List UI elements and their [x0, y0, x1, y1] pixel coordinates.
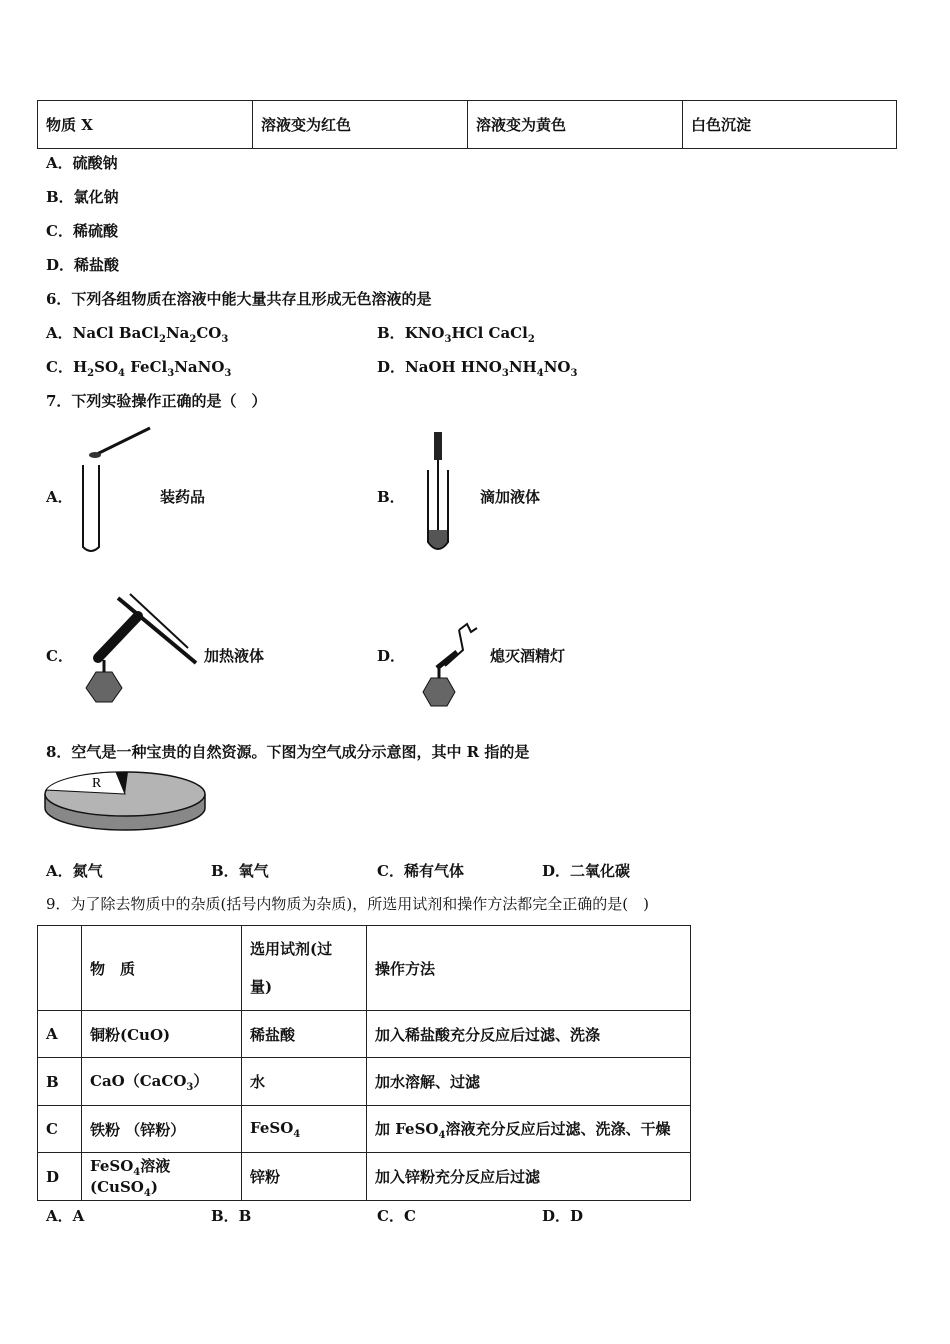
q7-option-c-label[interactable]: C． [46, 647, 73, 665]
q9-stem: 9．为了除去物质中的杂质(括号内物质为杂质)，所选用试剂和操作方法都完全正确的是( ) [46, 895, 649, 913]
q9-row-substance: 铁粉 （锌粉） [82, 1106, 242, 1153]
q9-row-reagent: 稀盐酸 [242, 1011, 367, 1058]
q9-option-b[interactable]: B．B [211, 1207, 252, 1225]
q9-row-substance: 铜粉(CuO) [82, 1011, 242, 1058]
top-table-cell: 溶液变为红色 [253, 101, 468, 149]
q6-option-d[interactable]: D．NaOH $HNO_3NH_4NO_3$ [377, 358, 578, 379]
q7-caption-c: 加热液体 [204, 647, 265, 665]
q9-header-reagent: 选用试剂(过 量) [242, 926, 367, 1011]
q9-row-method: 加入锌粉充分反应后过滤 [367, 1153, 691, 1201]
q5-option-c[interactable]: C．稀硫酸 [46, 222, 118, 240]
heating-liquid-figure [78, 588, 203, 708]
q8-stem: 8．空气是一种宝贵的自然资源。下图为空气成分示意图，其中 R 指的是 [46, 743, 530, 761]
q7-caption-a: 装药品 [160, 488, 206, 506]
q9-row-method: 加 FeSO$_4$溶液充分反应后过滤、洗涤、干燥 [367, 1106, 691, 1153]
q6-option-a[interactable]: A．NaCl $BaCl_2Na_2CO_3$ [46, 324, 229, 345]
q9-row-key: D [38, 1153, 82, 1201]
q7-stem: 7．下列实验操作正确的是（ ） [46, 392, 267, 410]
q9-header-substance: 物 质 [82, 926, 242, 1011]
q7-option-a-label[interactable]: A． [46, 488, 73, 506]
q7-option-d-label[interactable]: D． [377, 647, 406, 665]
q9-row-substance: FeSO$_4$溶液(CuSO$_4$) [82, 1153, 242, 1201]
q8-option-d[interactable]: D．二氧化碳 [542, 862, 631, 880]
test-tube-loading-figure [75, 425, 155, 555]
top-table [37, 100, 897, 149]
q9-row-key: A [38, 1011, 82, 1058]
q8-option-c[interactable]: C．稀有气体 [377, 862, 464, 880]
dropper-figure [420, 430, 480, 558]
q9-row-substance: CaO（CaCO$_3$） [82, 1058, 242, 1106]
q9-row-method: 加水溶解、过滤 [367, 1058, 691, 1106]
q7-caption-d: 熄灭酒精灯 [490, 647, 566, 665]
q9-option-a[interactable]: A．A [46, 1207, 85, 1225]
q9-row-reagent: 水 [242, 1058, 367, 1106]
pie-r-label: R [92, 776, 102, 791]
q5-option-b[interactable]: B．氯化钠 [46, 188, 119, 206]
extinguishing-lamp-figure [415, 622, 495, 712]
q9-row-reagent: FeSO$_4$ [242, 1106, 367, 1153]
q8-option-a[interactable]: A．氮气 [46, 862, 103, 880]
q5-option-a[interactable]: A．硫酸钠 [46, 154, 118, 172]
q9-option-d[interactable]: D．D [542, 1207, 584, 1225]
q7-caption-b: 滴加液体 [480, 488, 541, 506]
air-composition-pie-figure [44, 770, 206, 832]
q9-header-key [38, 926, 82, 1011]
top-table-cell: 白色沉淀 [683, 101, 897, 149]
q6-option-c[interactable]: C．$H_2SO_4$ FeCl$_3$NaNO$_3$ [46, 358, 232, 379]
q5-option-d[interactable]: D．稀盐酸 [46, 256, 120, 274]
q9-option-c[interactable]: C．C [377, 1207, 416, 1225]
q9-header-method: 操作方法 [367, 926, 691, 1011]
q9-row-method: 加入稀盐酸充分反应后过滤、洗涤 [367, 1011, 691, 1058]
q6-stem: 6．下列各组物质在溶液中能大量共存且形成无色溶液的是 [46, 290, 432, 308]
q8-option-b[interactable]: B．氧气 [211, 862, 269, 880]
top-table-cell: 物质 X [38, 101, 253, 149]
q9-row-key: C [38, 1106, 82, 1153]
q7-option-b-label[interactable]: B． [377, 488, 405, 506]
q6-option-b[interactable]: B．$KNO_3HCl$ CaCl$_2$ [377, 324, 535, 345]
q9-row-key: B [38, 1058, 82, 1106]
q9-table [37, 925, 691, 1201]
q9-row-reagent: 锌粉 [242, 1153, 367, 1201]
top-table-cell: 溶液变为黄色 [468, 101, 683, 149]
